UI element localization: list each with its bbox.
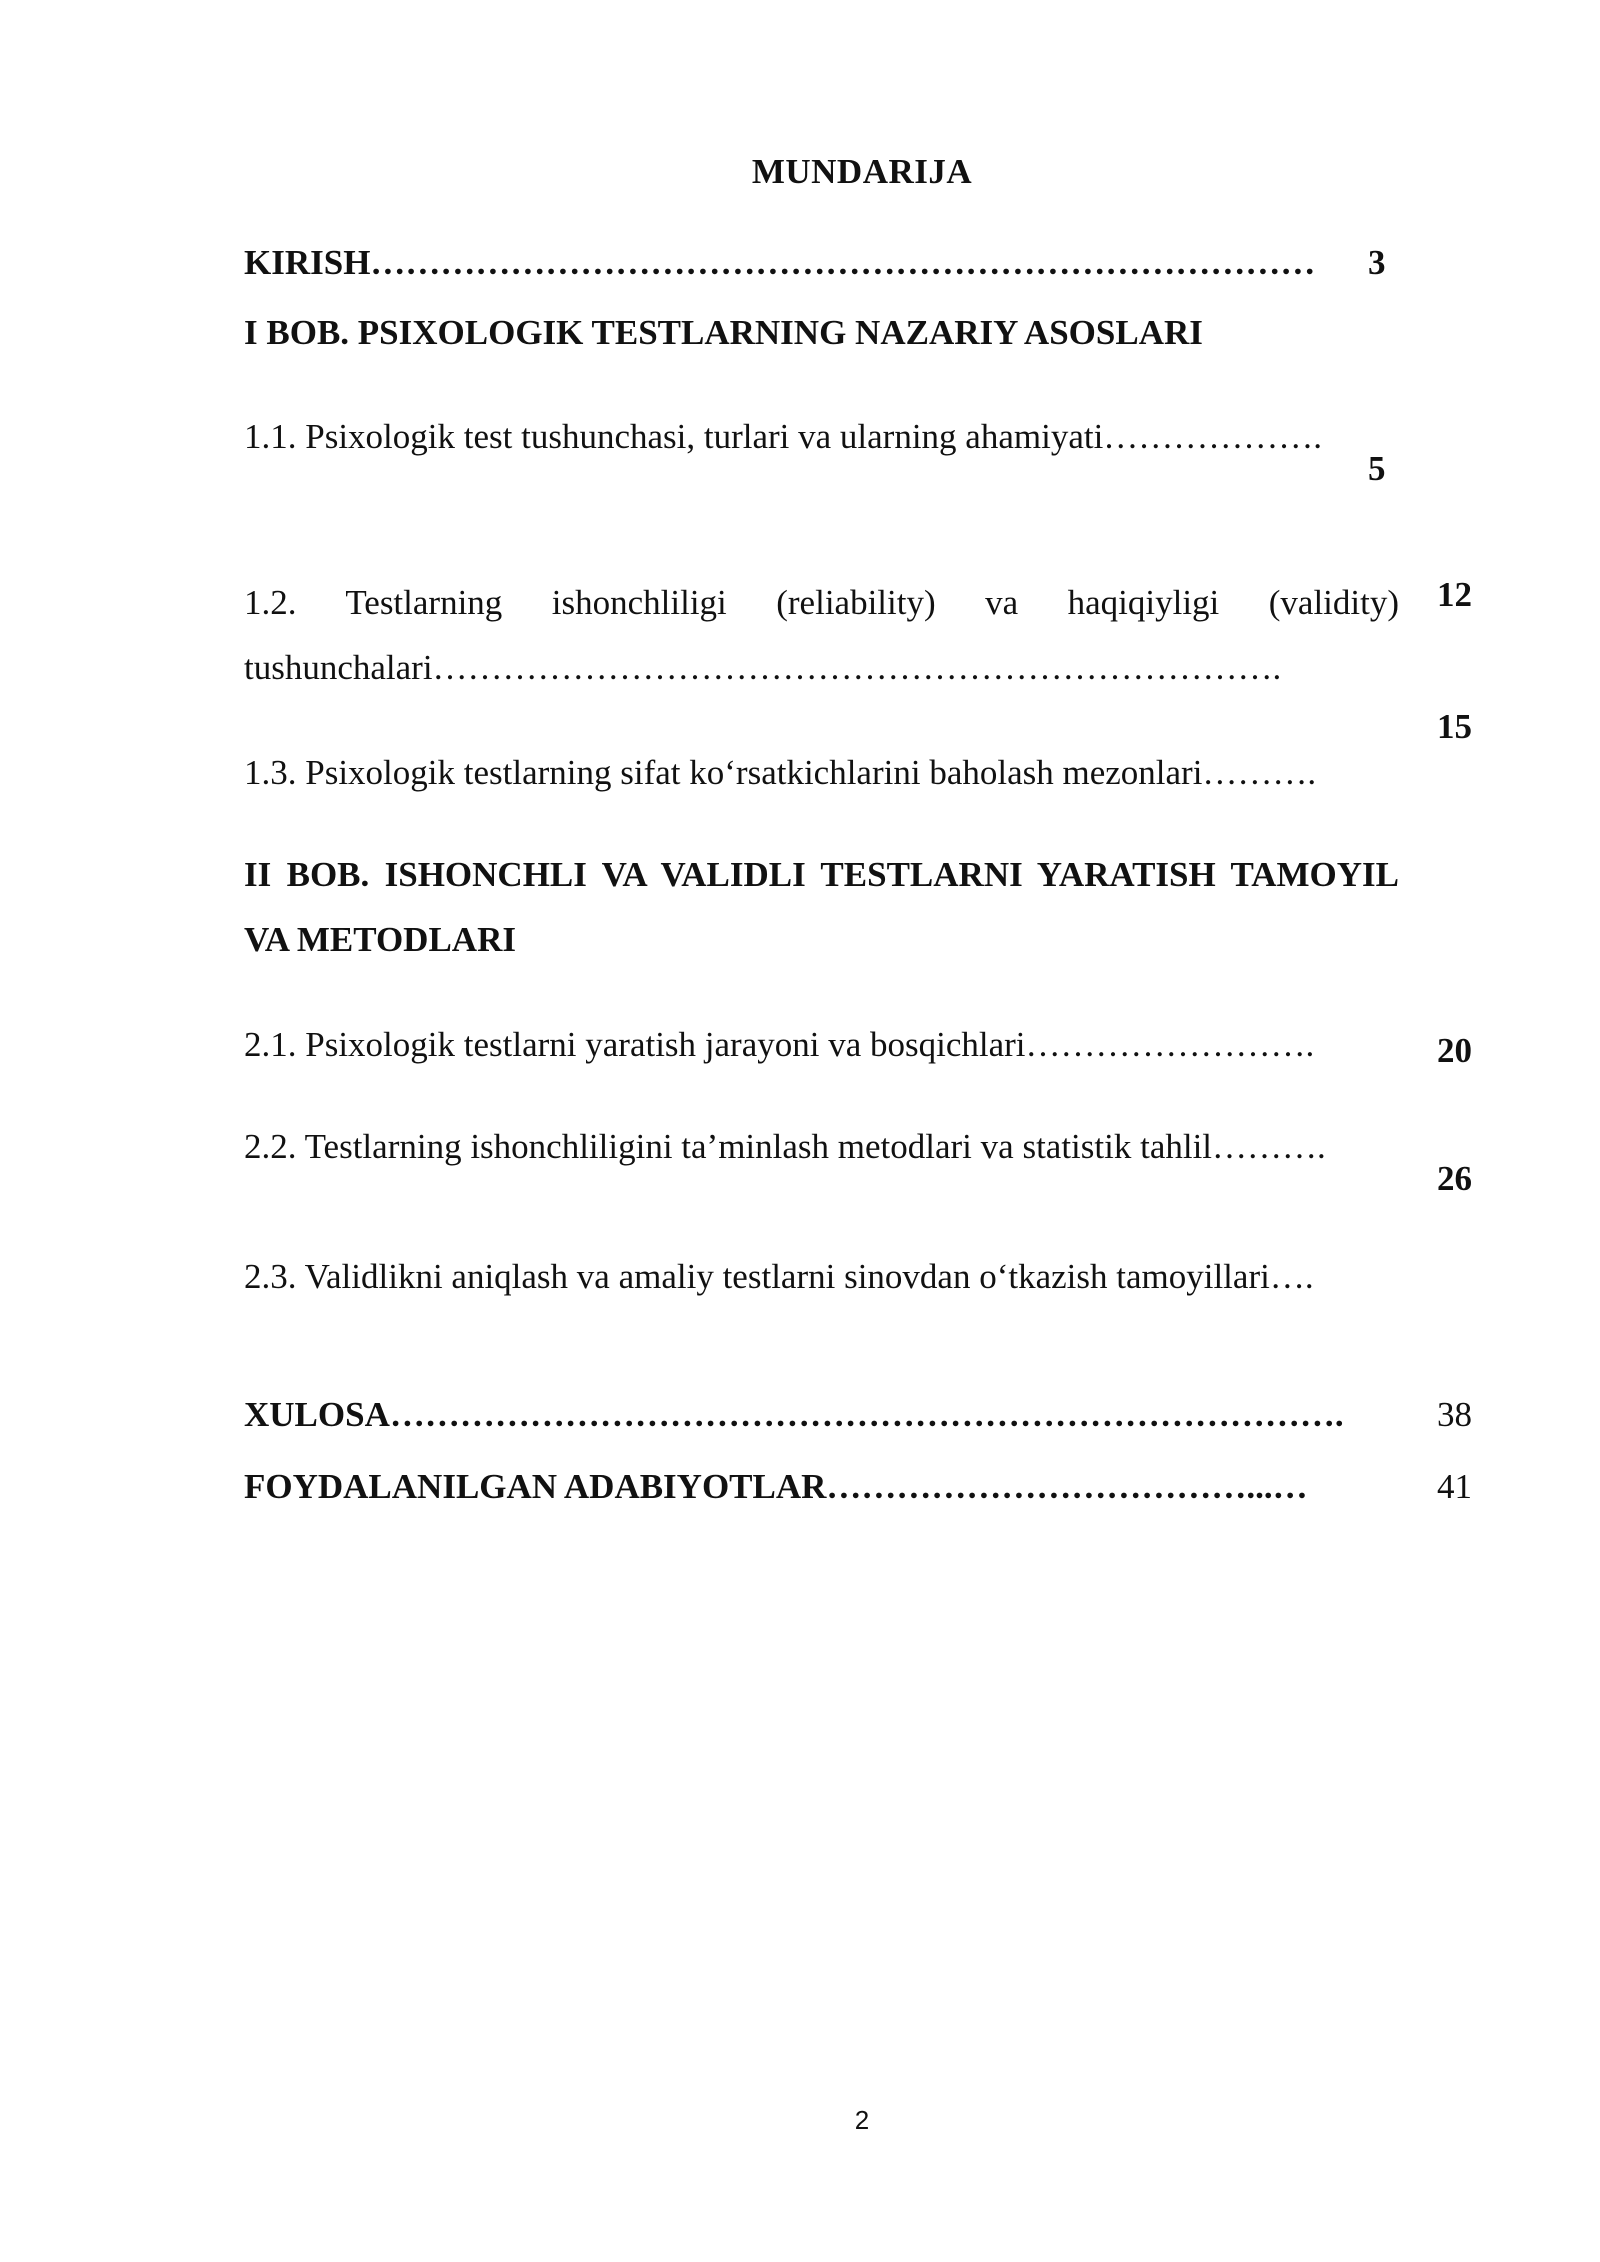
page-number: 2	[854, 2105, 870, 2135]
toc-entry-text: 2.2. Testlarning ishonchliligini ta’minlash metodlari va statistik tahlil……….	[244, 1127, 1326, 1166]
toc-entry-text: 1.1. Psixologik test tushunchasi, turlari va ularning ahamiyati……………….	[244, 417, 1323, 456]
toc-entry-page: 5	[1368, 449, 1386, 488]
toc-title: MUNDARIJA	[751, 152, 973, 191]
toc-entry-page: 20	[1437, 1031, 1472, 1070]
toc-section-2-1[interactable]	[244, 1012, 1472, 1077]
toc-section-1-3[interactable]	[244, 707, 1472, 805]
toc-entry-text: 2.3. Validlikni aniqlash va amaliy testlarni sinovdan o‘tkazish tamoyillari….	[244, 1257, 1314, 1296]
toc-entry-text: II BOB. ISHONCHLI VA VALIDLI TESTLARNI YARATISH TAMOYIL VA METODLARI	[244, 855, 1399, 959]
toc-entry-page: 12	[1437, 575, 1472, 614]
toc-section-2-2[interactable]	[244, 1114, 1472, 1244]
toc-entry-text: FOYDALANILGAN ADABIYOTLAR………………………………...…	[244, 1467, 1308, 1506]
toc-chapter-2[interactable]	[244, 842, 1472, 972]
toc-entry-page: 38	[1437, 1395, 1472, 1434]
toc-entry-page: 41	[1437, 1467, 1472, 1506]
toc-section-1-2[interactable]	[244, 570, 1472, 700]
toc-entry-text: 2.1. Psixologik testlarni yaratish jarayoni va bosqichlari…………………….	[244, 1025, 1315, 1064]
toc-entry-text: I BOB. PSIXOLOGIK TESTLARNING NAZARIY ASOSLARI	[244, 313, 1203, 352]
toc-entry-page: 15	[1437, 707, 1472, 746]
toc-entry-text: 1.2. Testlarning ishonchliligi (reliability) va haqiqiyligi (validity) tushunchalari……………………………………………………………….	[244, 583, 1399, 687]
toc-entry-kirish[interactable]	[244, 230, 1472, 295]
toc-entry-page: 26	[1437, 1159, 1472, 1198]
toc-entry-xulosa[interactable]	[244, 1382, 1472, 1447]
toc-entry-page: 3	[1368, 243, 1386, 282]
toc-entry-adabiyotlar[interactable]	[244, 1454, 1472, 1519]
toc-section-1-1[interactable]	[244, 404, 1472, 534]
toc-section-2-3[interactable]	[244, 1244, 1472, 1374]
toc-chapter-1[interactable]	[244, 300, 1472, 365]
toc-entry-text: 1.3. Psixologik testlarning sifat ko‘rsatkichlarini baholash mezonlari……….	[244, 753, 1317, 792]
toc-entry-text: KIRISH………………………………………………………………………	[244, 243, 1316, 282]
toc-entry-text: XULOSA……………………………………………………………………….	[244, 1395, 1344, 1434]
